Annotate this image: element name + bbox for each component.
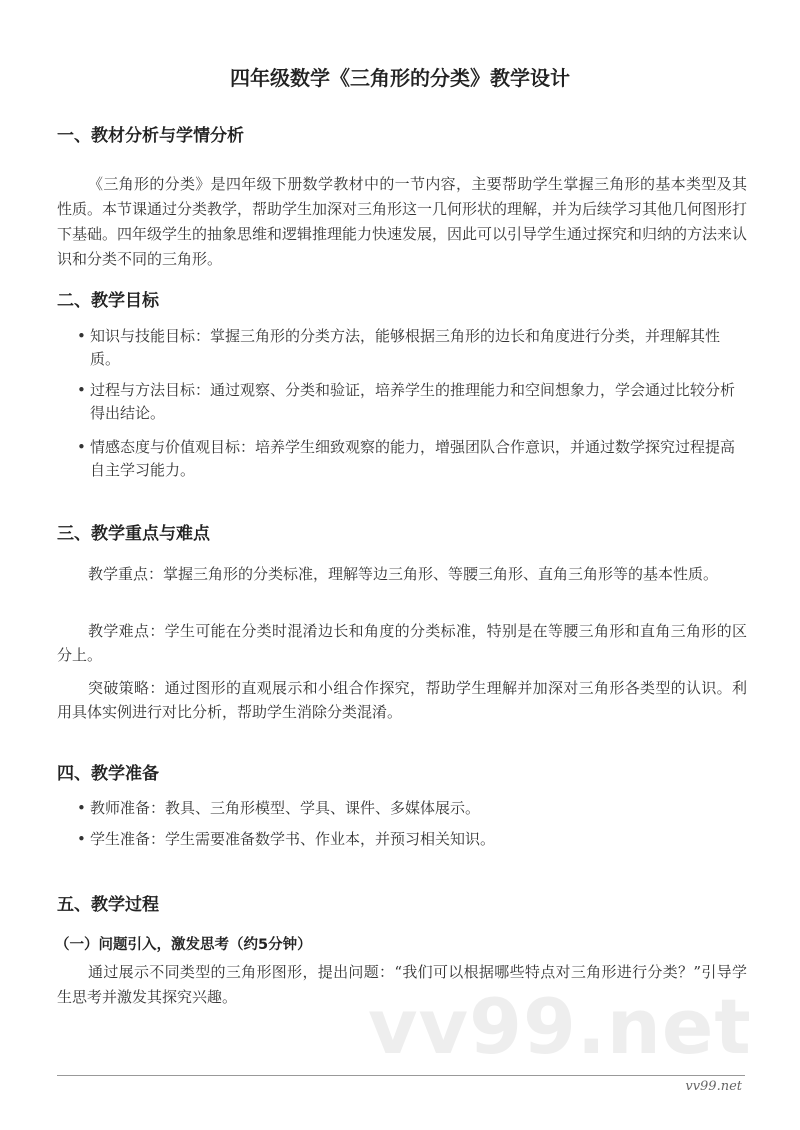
section-1-paragraph: 《三角形的分类》是四年级下册数学教材中的一节内容，主要帮助学生掌握三角形的基本类型及其性质。本节课通过分类教学，帮助学生加深对三角形这一几何形状的理解，并为后续学习其他几何图形打下基础。四年级学生的抽象思维和逻辑推理能力快速发展，因此可以引导学生通过探究和归纳的方法来认识和分类不同的三角形。 — [57, 175, 748, 268]
subsection-heading: （一）问题引入，激发思考（约5分钟） — [55, 937, 312, 953]
watermark: vv99.net — [368, 982, 752, 1071]
list-item — [77, 797, 747, 820]
key-point-paragraph: 教学重点：掌握三角形的分类标准，理解等边三角形、等腰三角形、直角三角形等的基本性质。 — [88, 565, 719, 583]
section-heading-4: 四、教学准备 — [57, 764, 159, 784]
list-item-text: 教师准备：教具、三角形模型、学具、课件、多媒体展示。 — [90, 799, 481, 817]
difficulty-paragraph: 教学难点：学生可能在分类时混淆边长和角度的分类标准，特别是在等腰三角形和直角三角形的区分上。 — [57, 622, 747, 664]
list-item-text: 过程与方法目标：通过观察、分类和验证，培养学生的推理能力和空间想象力，学会通过比较分析得出结论。 — [90, 381, 736, 422]
bullet-icon: • — [77, 381, 86, 399]
list-item — [77, 379, 747, 425]
section-heading-5: 五、教学过程 — [57, 895, 159, 915]
bullet-icon: • — [77, 799, 86, 817]
section-heading-2: 二、教学目标 — [57, 291, 159, 311]
list-item-text: 学生准备：学生需要准备数学书、作业本，并预习相关知识。 — [90, 830, 496, 848]
section-5-paragraph: 通过展示不同类型的三角形图形，提出问题：“我们可以根据哪些特点对三角形进行分类？”引导学生思考并激发其探究兴趣。 — [57, 963, 747, 1006]
strategy-paragraph: 突破策略：通过图形的直观展示和小组合作探究，帮助学生理解并加深对三角形各类型的认识。利用具体实例进行对比分析，帮助学生消除分类混淆。 — [57, 679, 747, 721]
section-heading-1: 一、教材分析与学情分析 — [57, 126, 244, 146]
document-title: 四年级数学《三角形的分类》教学设计 — [230, 66, 570, 90]
bullet-icon: • — [77, 438, 86, 456]
footer-divider — [57, 1075, 745, 1076]
bullet-icon: • — [77, 327, 86, 345]
list-item-text: 知识与技能目标：掌握三角形的分类方法，能够根据三角形的边长和角度进行分类，并理解其性质。 — [90, 327, 721, 368]
list-item — [77, 436, 747, 482]
list-item — [77, 325, 747, 371]
bullet-icon: • — [77, 830, 86, 848]
section-heading-3: 三、教学重点与难点 — [57, 524, 210, 544]
list-item-text: 情感态度与价值观目标：培养学生细致观察的能力，增强团队合作意识，并通过数学探究过程提高自主学习能力。 — [90, 438, 736, 479]
footer-text: vv99.net — [685, 1079, 742, 1094]
list-item — [77, 828, 747, 851]
